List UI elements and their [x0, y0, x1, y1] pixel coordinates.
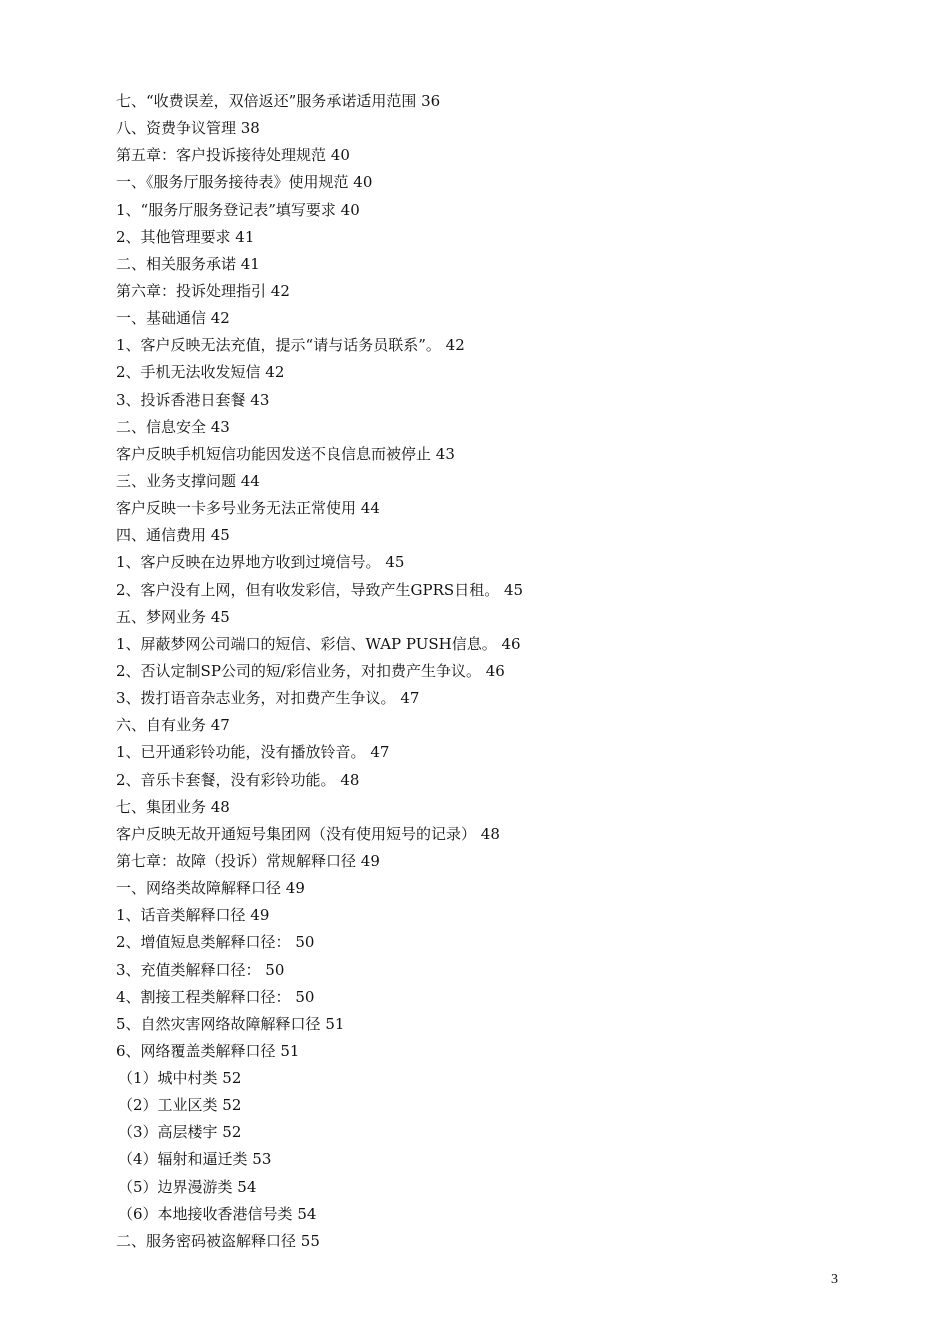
toc-entry: 一、网络类故障解释口径 49: [116, 879, 305, 898]
toc-entry: （1）城中村类 52: [118, 1069, 242, 1088]
toc-entry: 八、资费争议管理 38: [116, 119, 260, 138]
toc-entry: 2、客户没有上网，但有收发彩信，导致产生GPRS日租。 45: [116, 580, 524, 599]
toc-entry: 2、否认定制SP公司的短/彩信业务，对扣费产生争议。 46: [116, 661, 505, 680]
toc-entry: （2）工业区类 52: [118, 1096, 242, 1115]
toc-entry: 1、已开通彩铃功能，没有播放铃音。 47: [116, 743, 390, 762]
toc-entry: 二、服务密码被盗解释口径 55: [116, 1231, 320, 1250]
toc-entry: 第五章：客户投诉接待处理规范 40: [116, 146, 350, 165]
toc-entry: 1、屏蔽梦网公司端口的短信、彩信、WAP PUSH信息。 46: [116, 634, 521, 653]
toc-entry: 2、增值短息类解释口径： 50: [116, 933, 315, 952]
toc-entry: 客户反映手机短信功能因发送不良信息而被停止 43: [116, 444, 455, 463]
toc-entry: 6、网络覆盖类解释口径 51: [116, 1041, 300, 1060]
toc-entry: （3）高层楼宇 52: [118, 1123, 242, 1142]
toc-entry: 一、基础通信 42: [116, 309, 230, 328]
toc-entry: 二、相关服务承诺 41: [116, 254, 260, 273]
toc-entry: 1、客户反映无法充值，提示“请与话务员联系”。 42: [116, 336, 465, 355]
toc-entry: 2、音乐卡套餐，没有彩铃功能。 48: [116, 770, 360, 789]
toc-entry: 3、拨打语音杂志业务，对扣费产生争议。 47: [116, 689, 420, 708]
toc-entry: 第六章：投诉处理指引 42: [116, 281, 290, 300]
toc-entry: 4、割接工程类解释口径： 50: [116, 987, 315, 1006]
toc-entry: 七、“收费误差，双倍返还”服务承诺适用范围 36: [116, 92, 441, 110]
toc-entry: 2、其他管理要求 41: [116, 227, 255, 246]
toc-entry: 七、集团业务 48: [116, 797, 230, 816]
toc-entry: 一、《服务厅服务接待表》使用规范 40: [116, 173, 373, 192]
toc-entry: 1、客户反映在边界地方收到过境信号。 45: [116, 553, 405, 572]
toc-entry: 5、自然灾害网络故障解释口径 51: [116, 1014, 345, 1033]
toc-entry: 1、“服务厅服务登记表”填写要求 40: [116, 200, 360, 219]
toc-entry: 客户反映无故开通短号集团网（没有使用短号的记录） 48: [116, 824, 500, 843]
toc-entry: 二、信息安全 43: [116, 417, 230, 436]
table-of-contents: [116, 88, 523, 1255]
toc-entry: 五、梦网业务 45: [116, 607, 230, 626]
page-number: 3: [831, 1272, 838, 1287]
toc-entry: （4）辐射和逼迁类 53: [118, 1150, 272, 1169]
toc-entry: 2、手机无法收发短信 42: [116, 363, 285, 382]
toc-entry: 三、业务支撑问题 44: [116, 471, 260, 490]
toc-entry: 3、投诉香港日套餐 43: [116, 390, 270, 409]
toc-entry: 1、话音类解释口径 49: [116, 906, 270, 925]
toc-entry: 第七章：故障（投诉）常规解释口径 49: [116, 851, 380, 870]
toc-entry: 六、自有业务 47: [116, 716, 230, 735]
toc-entry: （5）边界漫游类 54: [118, 1177, 257, 1196]
toc-entry: （6）本地接收香港信号类 54: [118, 1204, 317, 1223]
toc-entry: 客户反映一卡多号业务无法正常使用 44: [116, 499, 380, 518]
toc-entry: 四、通信费用 45: [116, 526, 230, 545]
toc-entry: 3、充值类解释口径： 50: [116, 960, 285, 979]
